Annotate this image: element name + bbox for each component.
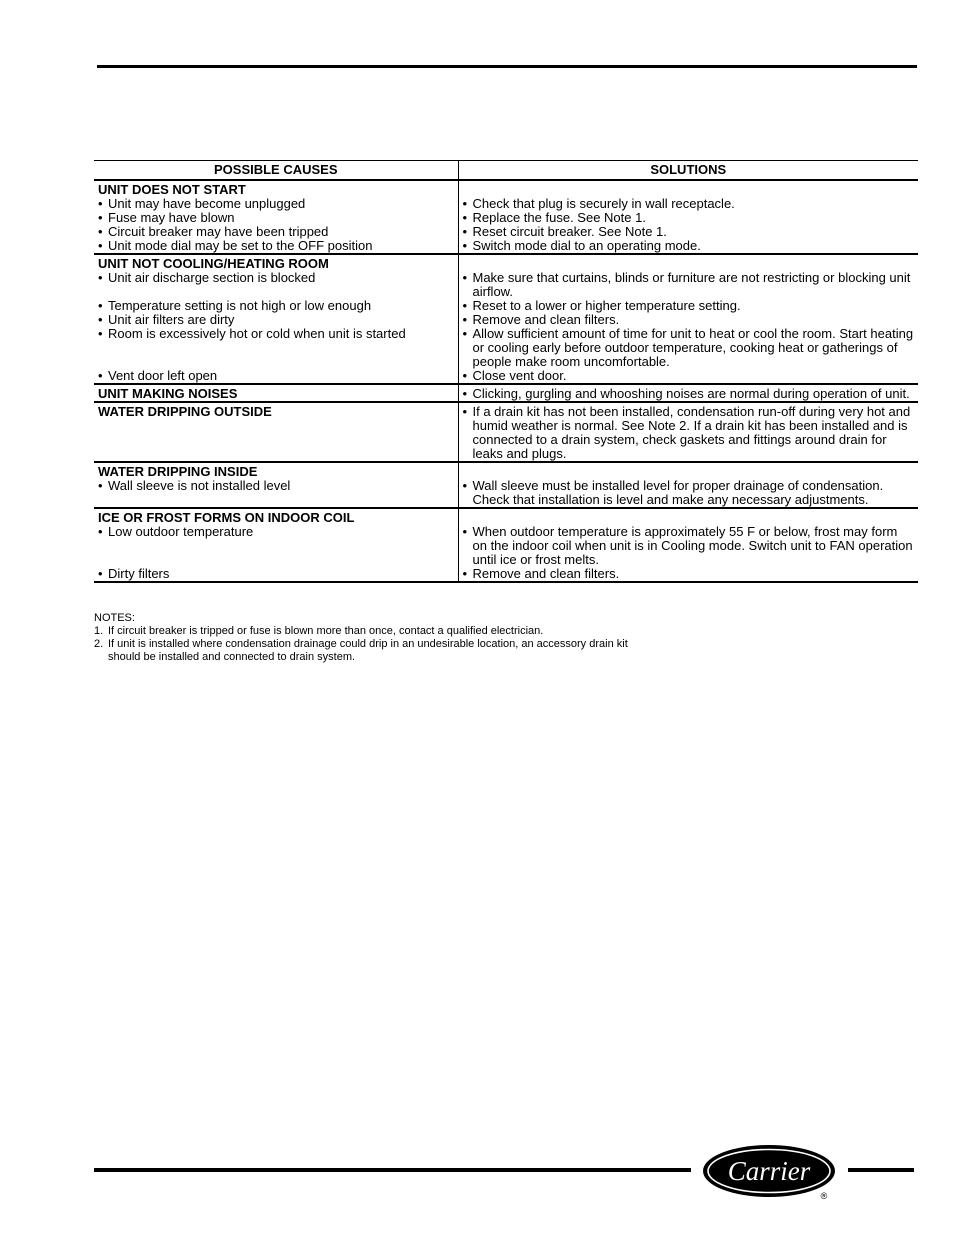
solution-text: Switch mode dial to an operating mode. xyxy=(472,237,701,253)
bullet-icon: • xyxy=(462,223,468,239)
solution-item xyxy=(463,239,916,253)
spacer-line xyxy=(98,341,455,355)
solution-text: Remove and clean filters. xyxy=(472,565,620,581)
cause-item xyxy=(98,197,455,211)
bullet-icon: • xyxy=(462,385,468,401)
solution-item xyxy=(463,567,916,581)
note-item xyxy=(94,625,654,638)
column-header-causes: POSSIBLE CAUSES xyxy=(94,161,458,180)
cause-item xyxy=(98,369,455,383)
solution-text: Wall sleeve must be installed level for proper drainage of condensation. Check that installation is level and make any necessary adjustments. xyxy=(472,477,884,507)
problem-heading: WATER DRIPPING OUTSIDE xyxy=(98,403,272,419)
spacer-line xyxy=(98,553,455,567)
bullet-icon: • xyxy=(462,325,468,341)
spacer-line xyxy=(98,285,455,299)
problem-heading: WATER DRIPPING INSIDE xyxy=(98,463,258,479)
cause-text: Unit air filters are dirty xyxy=(108,311,235,327)
solutions-cell xyxy=(458,254,918,384)
solutions-cell xyxy=(458,180,918,254)
cause-item xyxy=(98,479,455,493)
cause-text: Temperature setting is not high or low enough xyxy=(108,297,372,313)
footer-rule-right xyxy=(848,1168,914,1172)
logo-wordmark: Carrier xyxy=(727,1156,811,1186)
cause-item xyxy=(98,567,455,581)
bullet-icon: • xyxy=(462,269,468,285)
bullet-icon: • xyxy=(98,477,103,493)
solution-item xyxy=(463,405,916,461)
solution-item xyxy=(463,313,916,327)
bullet-icon: • xyxy=(462,195,468,211)
bullet-icon: • xyxy=(98,523,103,539)
table-body xyxy=(94,180,918,582)
cause-text: Circuit breaker may have been tripped xyxy=(108,223,329,239)
causes-cell xyxy=(94,254,458,384)
column-header-solutions: SOLUTIONS xyxy=(458,161,918,180)
cause-item xyxy=(98,525,455,539)
solution-text: Reset to a lower or higher temperature setting. xyxy=(472,297,741,313)
solution-text: If a drain kit has not been installed, condensation run-off during very hot and humid weather is normal. See Note 2. If a drain kit has been installed and is connected to a drain system, check gaskets and fittings around drain for leaks and plugs. xyxy=(472,403,911,461)
solutions-cell xyxy=(458,402,918,462)
solution-text: Allow sufficient amount of time for unit to heat or cool the room. Start heating or cooling early before outdoor temperature, cooking heat or gatherings of people make room uncomfortable. xyxy=(472,325,914,369)
bullet-icon: • xyxy=(98,565,103,581)
solution-item xyxy=(463,271,916,299)
solution-item xyxy=(463,387,916,401)
bullet-icon: • xyxy=(462,367,468,383)
notes-title: NOTES: xyxy=(94,612,135,624)
cause-text: Low outdoor temperature xyxy=(108,523,254,539)
bullet-icon: • xyxy=(462,311,468,327)
cause-item xyxy=(98,211,455,225)
solution-item xyxy=(463,327,916,369)
solutions-cell xyxy=(458,508,918,582)
solution-text: Check that plug is securely in wall receptacle. xyxy=(472,195,735,211)
bullet-icon: • xyxy=(98,269,103,285)
solution-text: Make sure that curtains, blinds or furniture are not restricting or blocking unit airflow. xyxy=(472,269,911,299)
cause-item xyxy=(98,271,455,285)
cause-item xyxy=(98,313,455,327)
solution-item xyxy=(463,211,916,225)
note-item xyxy=(94,638,654,664)
note-text: If unit is installed where condensation drainage could drip in an undesirable location, an accessory drain kit should be installed and connected to drain system. xyxy=(108,638,628,663)
bullet-icon: • xyxy=(462,209,468,225)
solution-text: Clicking, gurgling and whooshing noises are normal during operation of unit. xyxy=(472,385,910,401)
cause-text: Unit air discharge section is blocked xyxy=(108,269,316,285)
cause-text: Room is excessively hot or cold when unit is started xyxy=(108,325,406,341)
spacer-line xyxy=(463,511,916,525)
spacer-line xyxy=(98,355,455,369)
bullet-icon: • xyxy=(462,523,468,539)
header-rule xyxy=(97,65,917,68)
cause-item xyxy=(98,225,455,239)
spacer-line xyxy=(463,257,916,271)
solution-text: Reset circuit breaker. See Note 1. xyxy=(472,223,667,239)
bullet-icon: • xyxy=(98,367,103,383)
solution-item xyxy=(463,197,916,211)
solution-item xyxy=(463,299,916,313)
solution-text: Replace the fuse. See Note 1. xyxy=(472,209,646,225)
cause-item xyxy=(98,299,455,313)
cause-text: Vent door left open xyxy=(108,367,218,383)
table-row xyxy=(94,254,918,384)
causes-cell xyxy=(94,402,458,462)
solution-item xyxy=(463,225,916,239)
bullet-icon: • xyxy=(462,403,468,419)
cause-item xyxy=(98,239,455,253)
bullet-icon: • xyxy=(98,325,103,341)
spacer-line xyxy=(463,465,916,479)
table-row xyxy=(94,508,918,582)
causes-cell xyxy=(94,180,458,254)
problem-heading: ICE OR FROST FORMS ON INDOOR COIL xyxy=(98,509,355,525)
notes-list xyxy=(94,625,654,664)
bullet-icon: • xyxy=(98,223,103,239)
table-header-row xyxy=(94,161,918,180)
solution-item xyxy=(463,479,916,507)
solution-item xyxy=(463,525,916,567)
solutions-cell xyxy=(458,384,918,402)
problem-heading: UNIT NOT COOLING/HEATING ROOM xyxy=(98,255,329,271)
note-number: 2. xyxy=(94,638,104,650)
cause-item xyxy=(98,327,455,341)
bullet-icon: • xyxy=(98,311,103,327)
bullet-icon: • xyxy=(462,237,468,253)
solution-text: Close vent door. xyxy=(472,367,567,383)
notes-section xyxy=(94,612,654,664)
causes-cell xyxy=(94,508,458,582)
cause-text: Fuse may have blown xyxy=(108,209,235,225)
causes-cell xyxy=(94,462,458,508)
bullet-icon: • xyxy=(462,565,468,581)
bullet-icon: • xyxy=(98,209,103,225)
problem-heading: UNIT MAKING NOISES xyxy=(98,385,238,401)
cause-text: Wall sleeve is not installed level xyxy=(108,477,291,493)
table-row xyxy=(94,384,918,402)
table-row xyxy=(94,180,918,254)
bullet-icon: • xyxy=(98,297,103,313)
bullet-icon: • xyxy=(98,195,103,211)
note-text: If circuit breaker is tripped or fuse is blown more than once, contact a qualified electrician. xyxy=(108,625,544,637)
problem-heading: UNIT DOES NOT START xyxy=(98,181,246,197)
registered-mark: ® xyxy=(820,1191,828,1201)
bullet-icon: • xyxy=(462,477,468,493)
note-number: 1. xyxy=(94,625,104,637)
solution-item xyxy=(463,369,916,383)
bullet-icon: • xyxy=(98,237,103,253)
solution-text: When outdoor temperature is approximately 55 F or below, frost may form on the indoor coil when unit is in Cooling mode. Switch unit to FAN operation until ice or frost melts. xyxy=(472,523,913,567)
troubleshooting-table xyxy=(94,160,918,583)
table-row xyxy=(94,462,918,508)
footer-rule-left xyxy=(94,1168,691,1172)
causes-cell xyxy=(94,384,458,402)
table-row xyxy=(94,402,918,462)
solution-text: Remove and clean filters. xyxy=(472,311,620,327)
spacer-line xyxy=(463,183,916,197)
bullet-icon: • xyxy=(462,297,468,313)
spacer-line xyxy=(98,539,455,553)
cause-text: Dirty filters xyxy=(108,565,170,581)
cause-text: Unit mode dial may be set to the OFF position xyxy=(108,237,373,253)
solutions-cell xyxy=(458,462,918,508)
carrier-logo xyxy=(702,1144,838,1201)
cause-text: Unit may have become unplugged xyxy=(108,195,306,211)
